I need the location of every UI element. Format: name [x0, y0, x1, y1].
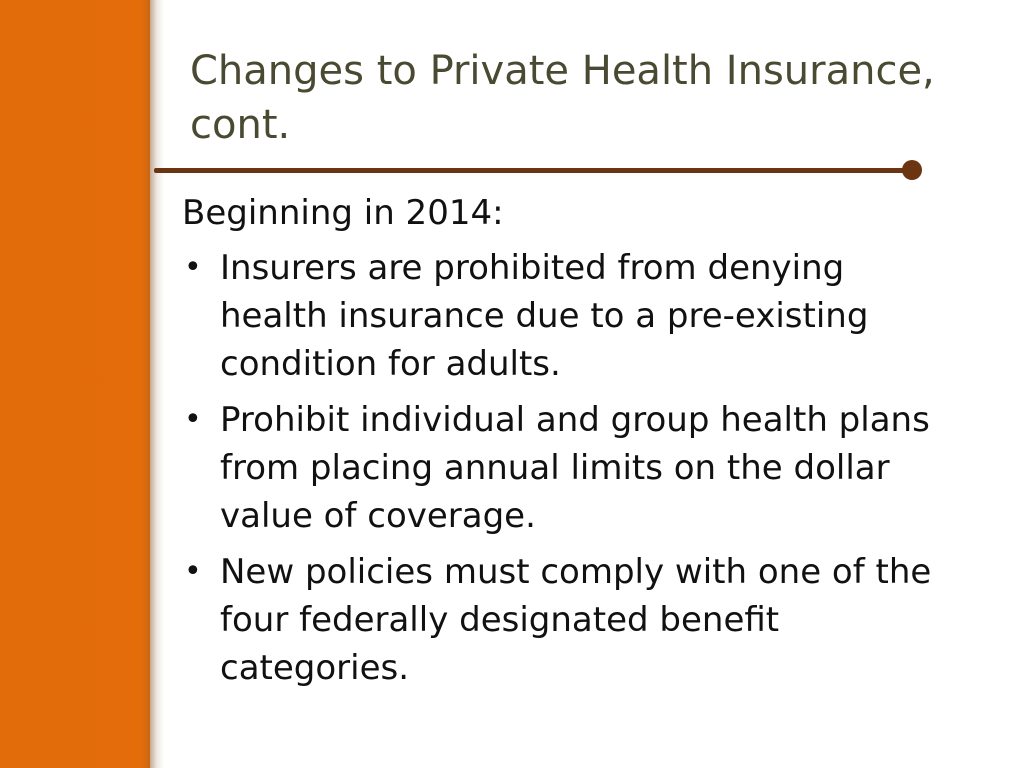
slide-title: Changes to Private Health Insurance, cont.	[190, 48, 935, 148]
bullet-item	[182, 244, 962, 388]
title-divider-line	[154, 168, 910, 173]
bullet-icon: •	[184, 402, 202, 437]
bullet-text: Prohibit individual and group health plans from placing annual limits on the dollar value of coverage.	[220, 400, 930, 536]
bullet-item	[182, 396, 962, 540]
intro-text: Beginning in 2014:	[182, 193, 504, 233]
bullet-text: New policies must comply with one of the four federally designated benefit categories.	[220, 552, 932, 688]
bullet-item	[182, 548, 962, 692]
bullet-icon: •	[184, 554, 202, 589]
bullet-text: Insurers are prohibited from denying health insurance due to a pre-existing condition for adults.	[220, 248, 869, 384]
divider-end-dot	[902, 160, 922, 180]
orange-side-bar	[0, 0, 150, 768]
slide-body	[182, 190, 962, 700]
side-bar-shadow	[150, 0, 164, 768]
bullet-list	[182, 244, 962, 692]
bullet-icon: •	[184, 250, 202, 285]
